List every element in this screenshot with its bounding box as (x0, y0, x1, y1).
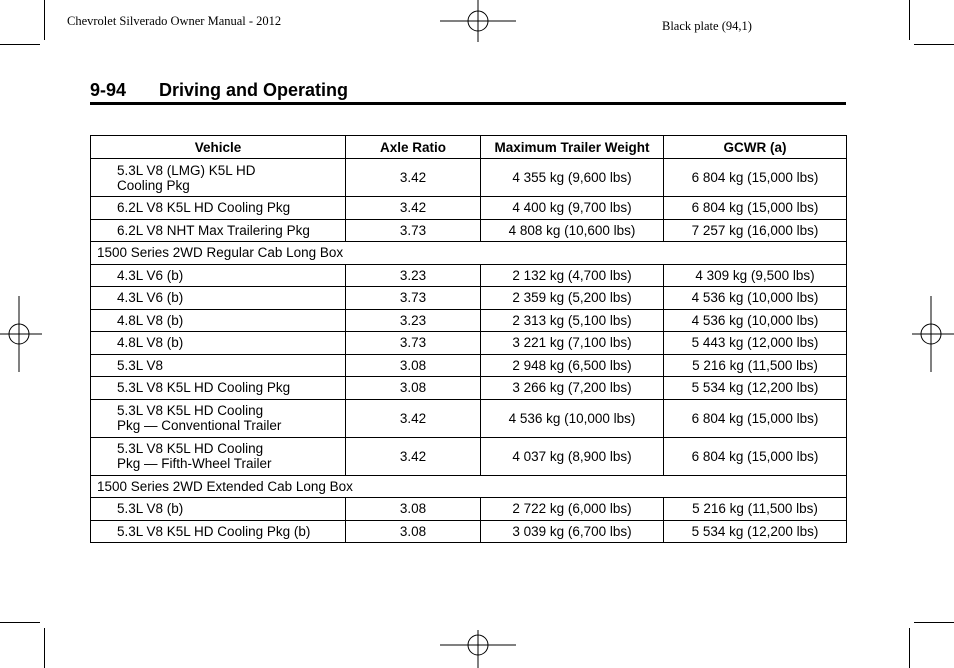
max-trailer-weight-cell: 2 132 kg (4,700 lbs) (481, 264, 664, 287)
vehicle-line: 5.3L V8 K5L HD Cooling Pkg (117, 380, 291, 396)
table-row (91, 520, 847, 543)
vehicle-line: Cooling Pkg (117, 177, 190, 193)
table-row (91, 309, 847, 332)
max-trailer-weight-cell: 3 266 kg (7,200 lbs) (481, 377, 664, 400)
axle-ratio-cell: 3.73 (346, 287, 481, 310)
table-row (91, 437, 847, 475)
axle-ratio-cell: 3.08 (346, 498, 481, 521)
crop-mark (0, 44, 40, 45)
max-trailer-weight-cell: 2 722 kg (6,000 lbs) (481, 498, 664, 521)
gcwr-cell: 6 804 kg (15,000 lbs) (664, 197, 847, 220)
vehicle-cell (91, 309, 346, 332)
axle-ratio-cell: 3.42 (346, 437, 481, 475)
table-row (91, 159, 847, 197)
group-label: 1500 Series 2WD Regular Cab Long Box (91, 242, 847, 265)
table-group-row (91, 475, 847, 498)
vehicle-cell (91, 264, 346, 287)
vehicle-cell (91, 332, 346, 355)
column-header-max-trailer-weight: Maximum Trailer Weight (481, 136, 664, 159)
axle-ratio-cell: 3.08 (346, 377, 481, 400)
max-trailer-weight-cell: 2 359 kg (5,200 lbs) (481, 287, 664, 310)
max-trailer-weight-cell: 2 313 kg (5,100 lbs) (481, 309, 664, 332)
vehicle-cell (91, 399, 346, 437)
gcwr-cell: 5 534 kg (12,200 lbs) (664, 520, 847, 543)
vehicle-line: Pkg — Fifth-Wheel Trailer (117, 456, 272, 471)
axle-ratio-cell: 3.42 (346, 197, 481, 220)
crop-mark (44, 0, 45, 40)
vehicle-line: 5.3L V8 (117, 357, 164, 373)
table-row (91, 399, 847, 437)
max-trailer-weight-cell: 4 536 kg (10,000 lbs) (481, 399, 664, 437)
table-row (91, 287, 847, 310)
manual-title: Chevrolet Silverado Owner Manual - 2012 (67, 14, 282, 28)
crop-mark (914, 44, 954, 45)
registration-mark-icon (440, 630, 516, 668)
group-label: 1500 Series 2WD Extended Cab Long Box (91, 475, 847, 498)
gcwr-cell: 4 536 kg (10,000 lbs) (664, 309, 847, 332)
column-header-vehicle: Vehicle (91, 136, 346, 159)
registration-mark-icon (912, 296, 954, 372)
gcwr-cell: 5 534 kg (12,200 lbs) (664, 377, 847, 400)
axle-ratio-cell: 3.42 (346, 399, 481, 437)
max-trailer-weight-cell: 4 808 kg (10,600 lbs) (481, 219, 664, 242)
gcwr-cell: 6 804 kg (15,000 lbs) (664, 159, 847, 197)
vehicle-cell (91, 197, 346, 220)
section-divider (90, 102, 846, 105)
max-trailer-weight-cell: 2 948 kg (6,500 lbs) (481, 354, 664, 377)
table-row (91, 264, 847, 287)
gcwr-cell: 7 257 kg (16,000 lbs) (664, 219, 847, 242)
axle-ratio-cell: 3.08 (346, 520, 481, 543)
column-header-axle-ratio: Axle Ratio (346, 136, 481, 159)
max-trailer-weight-cell: 4 355 kg (9,600 lbs) (481, 159, 664, 197)
table-row (91, 332, 847, 355)
vehicle-cell (91, 287, 346, 310)
axle-ratio-cell: 3.73 (346, 332, 481, 355)
vehicle-line: 4.8L V8 (b) (117, 312, 184, 328)
vehicle-cell (91, 377, 346, 400)
table-row (91, 219, 847, 242)
section-title: Driving and Operating (159, 80, 349, 100)
gcwr-cell: 4 536 kg (10,000 lbs) (664, 287, 847, 310)
vehicle-line: 6.2L V8 K5L HD Cooling Pkg (117, 200, 291, 216)
gcwr-cell: 5 216 kg (11,500 lbs) (664, 354, 847, 377)
vehicle-line: 4.3L V6 (b) (117, 267, 184, 283)
gcwr-cell: 6 804 kg (15,000 lbs) (664, 437, 847, 475)
table-row (91, 377, 847, 400)
vehicle-line: 5.3L V8 (b) (117, 501, 184, 517)
gcwr-cell: 4 309 kg (9,500 lbs) (664, 264, 847, 287)
table-group-row (91, 242, 847, 265)
axle-ratio-cell: 3.08 (346, 354, 481, 377)
vehicle-line: 5.3L V8 K5L HD Cooling Pkg (b) (117, 523, 311, 539)
trailer-weight-table (90, 135, 847, 543)
vehicle-cell (91, 219, 346, 242)
vehicle-line: 5.3L V8 K5L HD Cooling (117, 441, 264, 456)
plate-label: Black plate (94,1) (662, 19, 752, 33)
vehicle-cell (91, 159, 346, 197)
max-trailer-weight-cell: 4 400 kg (9,700 lbs) (481, 197, 664, 220)
page-number: 9-94 (90, 80, 127, 100)
table-header-row (91, 136, 847, 159)
axle-ratio-cell: 3.42 (346, 159, 481, 197)
gcwr-cell: 6 804 kg (15,000 lbs) (664, 399, 847, 437)
vehicle-cell (91, 354, 346, 377)
registration-mark-icon (440, 0, 516, 42)
crop-mark (909, 0, 910, 40)
crop-mark (0, 622, 40, 623)
vehicle-line: 4.8L V8 (b) (117, 335, 184, 351)
registration-mark-icon (0, 296, 42, 372)
column-header-gcwr: GCWR (a) (664, 136, 847, 159)
max-trailer-weight-cell: 4 037 kg (8,900 lbs) (481, 437, 664, 475)
vehicle-line: Pkg — Conventional Trailer (117, 418, 282, 433)
table-row (91, 354, 847, 377)
table-row (91, 197, 847, 220)
crop-mark (44, 628, 45, 668)
vehicle-line: 4.3L V6 (b) (117, 290, 184, 306)
gcwr-cell: 5 443 kg (12,000 lbs) (664, 332, 847, 355)
vehicle-line: 5.3L V8 K5L HD Cooling (117, 403, 264, 418)
axle-ratio-cell: 3.73 (346, 219, 481, 242)
vehicle-cell (91, 520, 346, 543)
gcwr-cell: 5 216 kg (11,500 lbs) (664, 498, 847, 521)
axle-ratio-cell: 3.23 (346, 309, 481, 332)
vehicle-line: 6.2L V8 NHT Max Trailering Pkg (117, 222, 310, 238)
max-trailer-weight-cell: 3 221 kg (7,100 lbs) (481, 332, 664, 355)
table-row (91, 498, 847, 521)
vehicle-cell (91, 437, 346, 475)
crop-mark (914, 622, 954, 623)
vehicle-line: 5.3L V8 (LMG) K5L HD (117, 162, 256, 178)
max-trailer-weight-cell: 3 039 kg (6,700 lbs) (481, 520, 664, 543)
crop-mark (909, 628, 910, 668)
vehicle-cell (91, 498, 346, 521)
axle-ratio-cell: 3.23 (346, 264, 481, 287)
